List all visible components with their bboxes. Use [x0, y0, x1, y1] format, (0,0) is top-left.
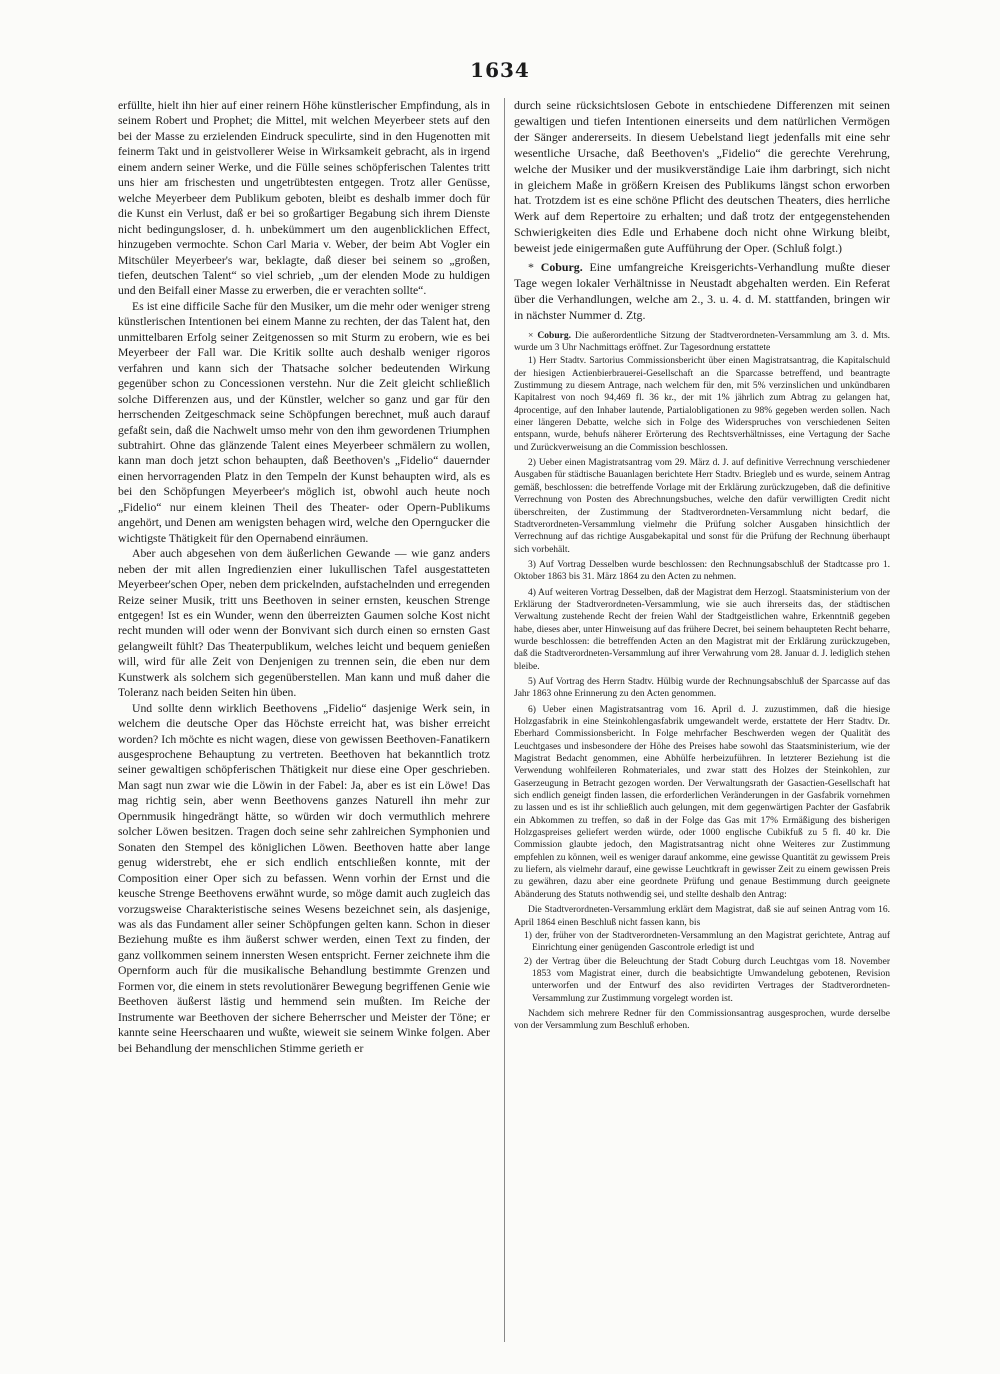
- report-lead-text: Die außerordentliche Sitzung der Stadtverordneten-Versammlung am 3. d. Mts. wurde um 3 Uhr Nachmittags eröffnet. Zur Tagesordnung erstattete: [514, 330, 891, 354]
- left-paragraph-1: erfüllte, hielt ihn hier auf einer reinern Höhe künstlerischer Empfindung, als in seinem Robert und Prophet; die Mittel, mit welchen Meyerbeer stets auf den bei der Masse zu erzielenden Eindruck speculirte, sind in den Hugenotten mit feinerm Takt und in geistvollerer Weise in Wirksamkeit gebracht, als in irgend einem andern seiner Werke, und die Fülle seines schöpferischen Talentes tritt uns hier am frischesten und ungetrübtesten entgegen. Trotz aller Genüsse, welche Meyerbeer dem Publikum geboten, bleibt es deshalb immer doch für die Kunst ein Verlust, daß er bei so großartiger Begabung sich ihrem Dienste nicht bedingungsloser, d. h. unbekümmert um den augenblicklichen Effect, hinzugeben vermochte. Schon Carl Maria v. Weber, der beim Abt Vogler ein Mitschüler Meyerbeer's war, beklagte, daß dieser bei seinem so „großen, tiefen, deutschen Talent“ so viel schrieb, „um der elenden Mode zu huldigen und den Beifall einer Masse zu erwerben, die er verachten sollte“.: [118, 99, 490, 298]
- report-closing: Nachdem sich mehrere Redner für den Commissionsantrag ausgesprochen, wurde derselbe von der Versammlung zum Beschluß erhoben.: [514, 1008, 890, 1032]
- report-marker: ×: [528, 330, 534, 341]
- left-column: [118, 98, 490, 1056]
- report-subitem-2: 2) der Vertrag über die Beleuchtung der Stadt Coburg durch Leuchtgas vom 18. November 1853 vom Magistrat einer, durch die beabsichtigte Umwandelung gebotenen, Revision unterworfen und der Entwurf des also revidirten Vertrages der Stadtverordneten-Versammlung zur Zustimmung vorgelegt worden ist.: [524, 956, 890, 1004]
- coburg-note: [514, 260, 890, 324]
- report-lead: [514, 330, 890, 355]
- note-place: Coburg.: [540, 260, 583, 275]
- report-item-4: 4) Auf weiteren Vortrag Desselben, daß der Magistrat dem Herzogl. Staatsministerium von der Erklärung der Stadtverordneten-Versammlung, wie sie auch ihrerseits das, der städtischen Verwaltung zustehende Recht der freien Wahl der Stadtgeistlichen wahre, Erkenntniß gegeben habe, dieses aber, unter Hinweisung auf das frühere Decret, bei seinem behaupteten Recht beharre, wurde beschlossen: die betreffenden Acten an den Magistrat mit der Erklärung zurückzugeben, daß die Stadtverordneten-Versammlung auf ihrer Verwahrung vom 28. Januar d. J. lediglich stehen bleibe.: [514, 587, 890, 672]
- column-divider: [504, 98, 505, 1342]
- report-item-3: 3) Auf Vortrag Desselben wurde beschlossen: den Rechnungsabschluß der Stadtcasse pro 1. Oktober 1863 bis 31. März 1864 zu den Acten zu nehmen.: [514, 559, 890, 583]
- report-item-6: 6) Ueber einen Magistratsantrag vom 16. April d. J. zuzustimmen, daß die hiesige Holzgasfabrik in eine Steinkohlengasfabrik umgewandelt werde, erstattete der Herr Stadtv. Dr. Eberhard Commissionsbericht. In Folge mehrfacher Beschwerden wegen der Qualität des Leuchtgases und insbesondere der Höhe des Preises habe sowohl das Staatsministerium, wie der Magistrat Bedacht genommen, eine Abhülfe herbeizuführen. In letzterer Beziehung ist die Verwendung wohlfeileren Rohmateriales, und zwar statt des Holzes der Steinkohlen, zur Gaserzeugung in Betracht gezogen worden. Der Verwaltungsrath der Gasactien-Gesellschaft hat sich endlich geneigt finden lassen, die erforderlichen Veränderungen in der Gasfabrik vornehmen zu lassen und es ist ihr schließlich auch gelungen, mit dem gegenwärtigen Pachter der Gasfabrik ein Abkommen zu treffen, so daß in der Folge das Gas mit 17% Ermäßigung des bisherigen Holzgaspreises geliefert werden würde, oder 1000 englische Cubikfuß zu 5 fl. 40 kr. Die Commission glaubte jedoch, den Magistratsantrag nicht ohne Weiteres zur Zustimmung empfehlen zu können, weil es weniger darauf ankomme, eine gewisse Quantität zu gewissem Preis zu liefern, als vielmehr darauf, eine gewisse Leuchtkraft in gewisser Zeit zu einem gewissen Preis zu gewähren, dazu aber eine geordnete Prüfung und genaue Bestimmung durch geeignete Abänderung des Statuts nothwendig sei, und stellte deshalb den Antrag:: [514, 704, 890, 900]
- page-number: 1634: [470, 58, 530, 82]
- right-intro-paragraph: durch seine rücksichtslosen Gebote in entschiedene Differenzen mit seinen gewaltigen und tiefen Intentionen einerseits und dem natürlichen Vermögen der Sänger andererseits. In diesem Uebelstand liegt jedenfalls mit eine sehr wesentliche Ursache, daß Beethoven's „Fidelio“ die gerechte Verehrung, welche der Musiker und der musikverständige Laie ihm darbringt, sich nicht in gleichem Maße in größern Kreisen des Publikums längst schon erworben hat. Trotzdem ist es eine schöne Pflicht des deutschen Theaters, dies herrliche Werk auf dem Repertoire zu erhalten; und daß trotz der entgegenstehenden Schwierigkeiten dies Edle und Erhabene doch nicht ohne Wirkung bleibt, beweist jede einigermaßen gute Aufführung der Oper. (Schluß folgt.): [514, 98, 890, 256]
- report-subitem-1: 1) der, früher von der Stadtverordneten-Versammlung an den Magistrat gerichtete, Antrag auf Einrichtung einer genügenden Gascontrole erledigt ist und: [524, 930, 890, 954]
- report-item-1: 1) Herr Stadtv. Sartorius Commissionsbericht über einen Magistratsantrag, die Kapitalschuld der hiesigen Actienbierbrauerei-Gesellschaft an die Sparcasse betreffend, und beantragte Zustimmung zu diesem Antrage, nach welchem für den, mit 5% verzinslichen und unkündbaren Kapitalrest von noch 94,469 fl. 36 kr., der mit 1% jährlich zum Abtrag zu gelangen hat, 4procentige, auf den Inhaber lautende, Partialobligationen zu 98% gegeben werden sollen. Nach einer längeren Debatte, welche sich in Folge des Widerspruches von verschiedenen Seiten entspann, wurde, behufs näherer Erörterung des Rechtsverhältnisses, eine Vertagung der Sache und Zurückverweisung an die Commission beschlossen.: [514, 356, 890, 453]
- left-paragraph-4: Und sollte denn wirklich Beethovens „Fidelio“ dasjenige Werk sein, in welchem die deutsche Oper das Höchste erreicht hat, was bisher erreicht worden? Ich möchte es nicht wagen, diese von gewissen Beethoven-Fanatikern ausgesprochene Behauptung zu vertreten. Beethoven hat bekanntlich trotz seiner gewaltigen schöpferischen Thätigkeit nur diese eine Oper geschrieben. Man sagt nun zwar wie die Löwin in der Fabel: Ja, aber es ist ein Löwe! Das mag richtig sein, aber wenn Beethovens ganzes Naturell ihn mehr zur Opernmusik hingedrängt hätte, so würden wir doch vermuthlich mehrere solcher Löwen besitzen. Tragen doch seine sehr zahlreichen Symphonien und Sonaten den Stempel des königlichen Löwen. Beethoven hatte aber lange genug widerstrebt, ehe er sich endlich entschließen konnte, mit der Composition einer Oper sich zu befassen. Wenn vorhin der Ernst und die keusche Strenge Beethovens erwähnt wurde, so möge damit auch zugleich das vorzugsweise Charakteristische seines Wesens bezeichnet sein, als dasjenige, was als das Fundament aller seiner Schöpfungen gelten kann. Schon in dieser Beziehung mußte es ihm äußerst schwer werden, einen Text zu finden, der ganz vollkommen seinem innersten Wesen entspricht. Ferner zeichnete ihm die Opernform auch für die musikalische Behandlung bestimmte Grenzen und Formen vor, die einem in stets revolutionärer Bewegung begriffenen Genie wie Beethoven äußerst lästig und hemmend sein mußten. Im Reiche der Instrumente war Beethoven der sichere Beherrscher und Meister der Töne; er kannte seine Heerschaaren und wußte, wieweit sie seinem Winke folgen. Aber bei Behandlung der menschlichen Stimme gerieth er: [118, 701, 490, 1055]
- note-marker: *: [528, 260, 534, 275]
- report-item-2: 2) Ueber einen Magistratsantrag vom 29. März d. J. auf definitive Verrechnung verschiedener Ausgaben für städtische Bauanlagen berichtete Herr Stadtv. Briegleb und es wurde, seinem Antrag gemäß, beschlossen: die betreffende Vorlage mit der Erklärung zurückzugeben, daß die definitive Verrechnung von Posten des Abrechnungsbuches, welche den dafür verwilligten Credit nicht überschreiten, der Zustimmung der Stadtverordneten-Versammlung nicht bedarf, die Stadtverordneten-Versammlung vielmehr die Prüfung solcher Ausgaben hinsichtlich der Verrechnung auf das richtige Ausgabekapital und sonst für die Prüfung der Rechnung überhaupt sich vorbehält.: [514, 458, 890, 555]
- council-report: [514, 330, 890, 1033]
- report-place: Coburg.: [537, 330, 571, 341]
- right-column: [514, 98, 890, 1033]
- note-text: Eine umfangreiche Kreisgerichts-Verhandlung mußte dieser Tage wegen lokaler Verhältnisse in Neustadt abgehalten werden. Ein Referat über die Verhandlungen, welche am 2., 3. u. 4. d. M. stattfanden, bringen wir in nächster Nummer d. Ztg.: [514, 260, 890, 322]
- left-paragraph-2: Es ist eine difficile Sache für den Musiker, um die mehr oder weniger streng künstlerischen Intentionen bei einem Manne zu rechten, der das Talent hat, den unmittelbaren Erfolg seiner Zeitgenossen so mit Sturm zu erobern, wie es bei Meyerbeer der Fall war. Die Kritik sollte auch deshalb weniger rigoros verfahren und kann sich der Thatsache solcher bedeutenden Wirkung gegenüber schon zu Concessionen verstehn. Nur die Zeit gleicht schließlich solche Differenzen aus, und der Künstler, welcher so ganz und gar für den herrschenden Zeitgeschmack seine Schöpfungen berechnet, muß auch darauf gefaßt sein, daß die Nachwelt umso mehr von den ihm gewordenen Triumphen subtrahirt. Ohne das glänzende Talent eines Meyerbeer schmälern zu wollen, kann man doch jetzt schon behaupten, daß Beethoven's „Fidelio“ dauernder einen hervorragenden Platz in den Tempeln der Kunst behaupten wird, als es bei den Schöpfungen Meyerbeer's möglich ist, obwohl auch heute noch „Fidelio“ nur einem kleinen Theil des Theater- oder Opern-Publikums angehört, und Denen am wenigsten behagen wird, welche den Operngucker die wichtigste Thätigkeit für den Opernabend einräumen.: [118, 299, 490, 545]
- report-resolution: Die Stadtverordneten-Versammlung erklärt dem Magistrat, daß sie auf seinen Antrag vom 16. April 1864 einen Beschluß nicht fassen kann, bis: [514, 905, 890, 928]
- report-item-5: 5) Auf Vortrag des Herrn Stadtv. Hülbig wurde der Rechnungsabschluß der Sparcasse auf das Jahr 1863 ohne Erinnerung zu den Acten genommen.: [514, 676, 890, 700]
- left-paragraph-3: Aber auch abgesehen von dem äußerlichen Gewande — wie ganz anders neben der mit allen Ingredienzien einer lukullischen Tafel ausgestatteten Meyerbeer'schen Oper, neben dem prickelnden, aufstachelnden und erregenden Reize seiner Musik, tritt uns Beethoven in seiner ernsten, keuschen Strenge entgegen! Ist es ein Wunder, wenn den überreizten Gaumen solche Kost nicht recht munden will oder wenn der Bonvivant sich durch einen so ernsten Gast gelangweilt fühlt? Das Theaterpublikum, welches leicht und bequem genießen will, wird für alle Zeit von Denjenigen zu trennen sein, die eben nur dem Kunstwerk als solchem sich gegenüberstellen. Man kann und muß daher die Toleranz nach beiden Seiten hin üben.: [118, 547, 490, 700]
